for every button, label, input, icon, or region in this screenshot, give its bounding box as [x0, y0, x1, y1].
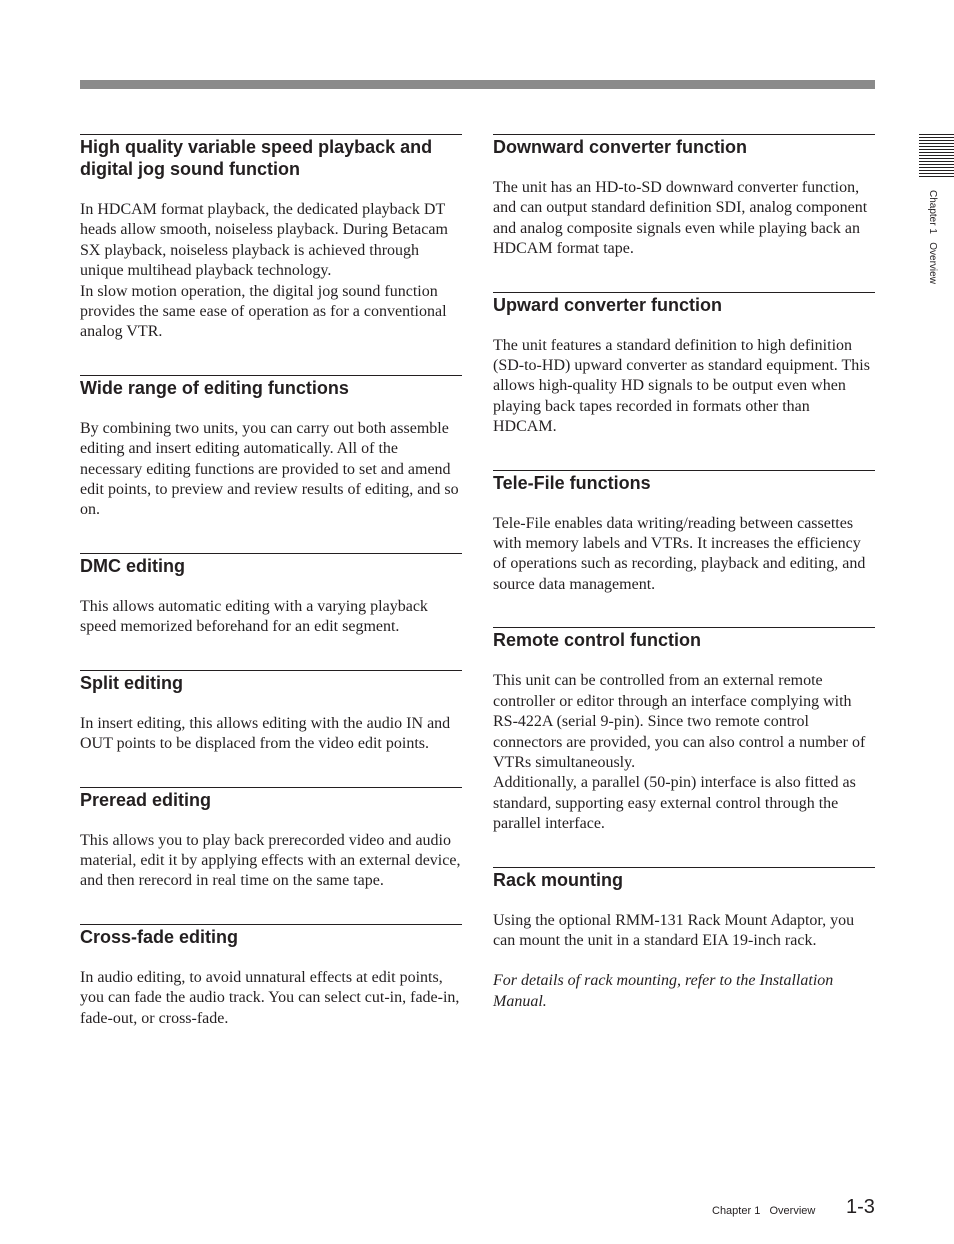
section-paragraph: This unit can be controlled from an external remote controller or editor through an interface complying with RS-422A (serial 9-pin). Since two remote control connectors are provided, you can also control a number of VTRs simultaneously. [493, 672, 866, 771]
section-paragraph: In HDCAM format playback, the dedicated playback DT heads allow smooth, noiseless playback. During Betacam SX playback, noiseless playback is achieved through unique multihead playback technology. [80, 201, 448, 280]
section-rack-mounting [493, 867, 875, 1013]
section-paragraph: This allows you to play back prerecorded video and audio material, edit it by applying effects with an external device, and then rerecord in real time on the same tape. [80, 831, 461, 890]
section-paragraph: In audio editing, to avoid unnatural effects at edit points, you can fade the audio track. You can select cut-in, fade-in, fade-out, or cross-fade. [80, 968, 460, 1027]
section-split-editing [80, 670, 462, 755]
section-paragraph: Tele-File enables data writing/reading between cassettes with memory labels and VTRs. It increases the efficiency of operations such as recording, playback and editing, and source data management. [493, 514, 866, 593]
section-heading: High quality variable speed playback and digital jog sound function [80, 137, 433, 179]
section-heading: Cross-fade editing [80, 926, 239, 947]
rack-mounting-note: For details of rack mounting, refer to the Installation Manual. [493, 972, 834, 1010]
section-heading: Rack mounting [493, 869, 624, 890]
section-paragraph: The unit features a standard definition to high definition (SD-to-HD) upward converter as standard equipment. This allows high-quality HD signals to be output even when playing back tapes recorded in formats other than HDCAM. [493, 336, 870, 436]
header-rule [80, 80, 875, 89]
section-heading: Preread editing [80, 789, 212, 810]
right-column [493, 134, 875, 1012]
section-tele-file [493, 470, 875, 596]
section-variable-speed-playback [80, 134, 462, 343]
section-heading: Split editing [80, 672, 183, 693]
section-cross-fade-editing [80, 924, 462, 1029]
section-paragraph: By combining two units, you can carry out both assemble editing and insert editing automatically. All of the necessary editing functions are provided to set and amend edit points, to preview and review results of editing, and so on. [80, 419, 459, 519]
section-paragraph: In slow motion operation, the digital jog sound function provides the same ease of operation as for a conventional analog VTR. [80, 282, 447, 341]
section-heading: DMC editing [80, 555, 185, 576]
footer-chapter-label: Chapter 1 Overview [712, 1205, 816, 1217]
section-dmc-editing [80, 553, 462, 638]
left-column [80, 134, 462, 1029]
section-heading: Remote control function [493, 630, 701, 651]
chapter-thumb-tab [919, 132, 954, 177]
page-number: 1-3 [846, 1196, 875, 1218]
section-heading: Downward converter function [493, 137, 748, 157]
section-heading: Tele-File functions [493, 472, 651, 493]
section-upward-converter [493, 292, 875, 438]
section-remote-control [493, 627, 875, 834]
section-paragraph: This allows automatic editing with a varying playback speed memorized beforehand for an edit segment. [80, 597, 428, 636]
section-editing-functions [80, 375, 462, 521]
section-preread-editing [80, 787, 462, 892]
section-paragraph: Using the optional RMM-131 Rack Mount Adaptor, you can mount the unit in a standard EIA 19-inch rack. [493, 911, 855, 949]
section-heading: Wide range of editing functions [80, 377, 349, 398]
section-paragraph: In insert editing, this allows editing with the audio IN and OUT points to be displaced from the video edit points. [80, 714, 451, 753]
side-chapter-label: Chapter 1 Overview [927, 190, 938, 284]
section-heading: Upward converter function [493, 294, 723, 315]
section-paragraph: The unit has an HD-to-SD downward converter function, and can output standard definition SDI, analog component and analog composite signals even while playing back an HDCAM format tape. [493, 179, 868, 258]
section-paragraph: Additionally, a parallel (50-pin) interface is also fitted as standard, supporting easy external control through the parallel interface. [493, 774, 856, 833]
section-downward-converter [493, 134, 875, 260]
